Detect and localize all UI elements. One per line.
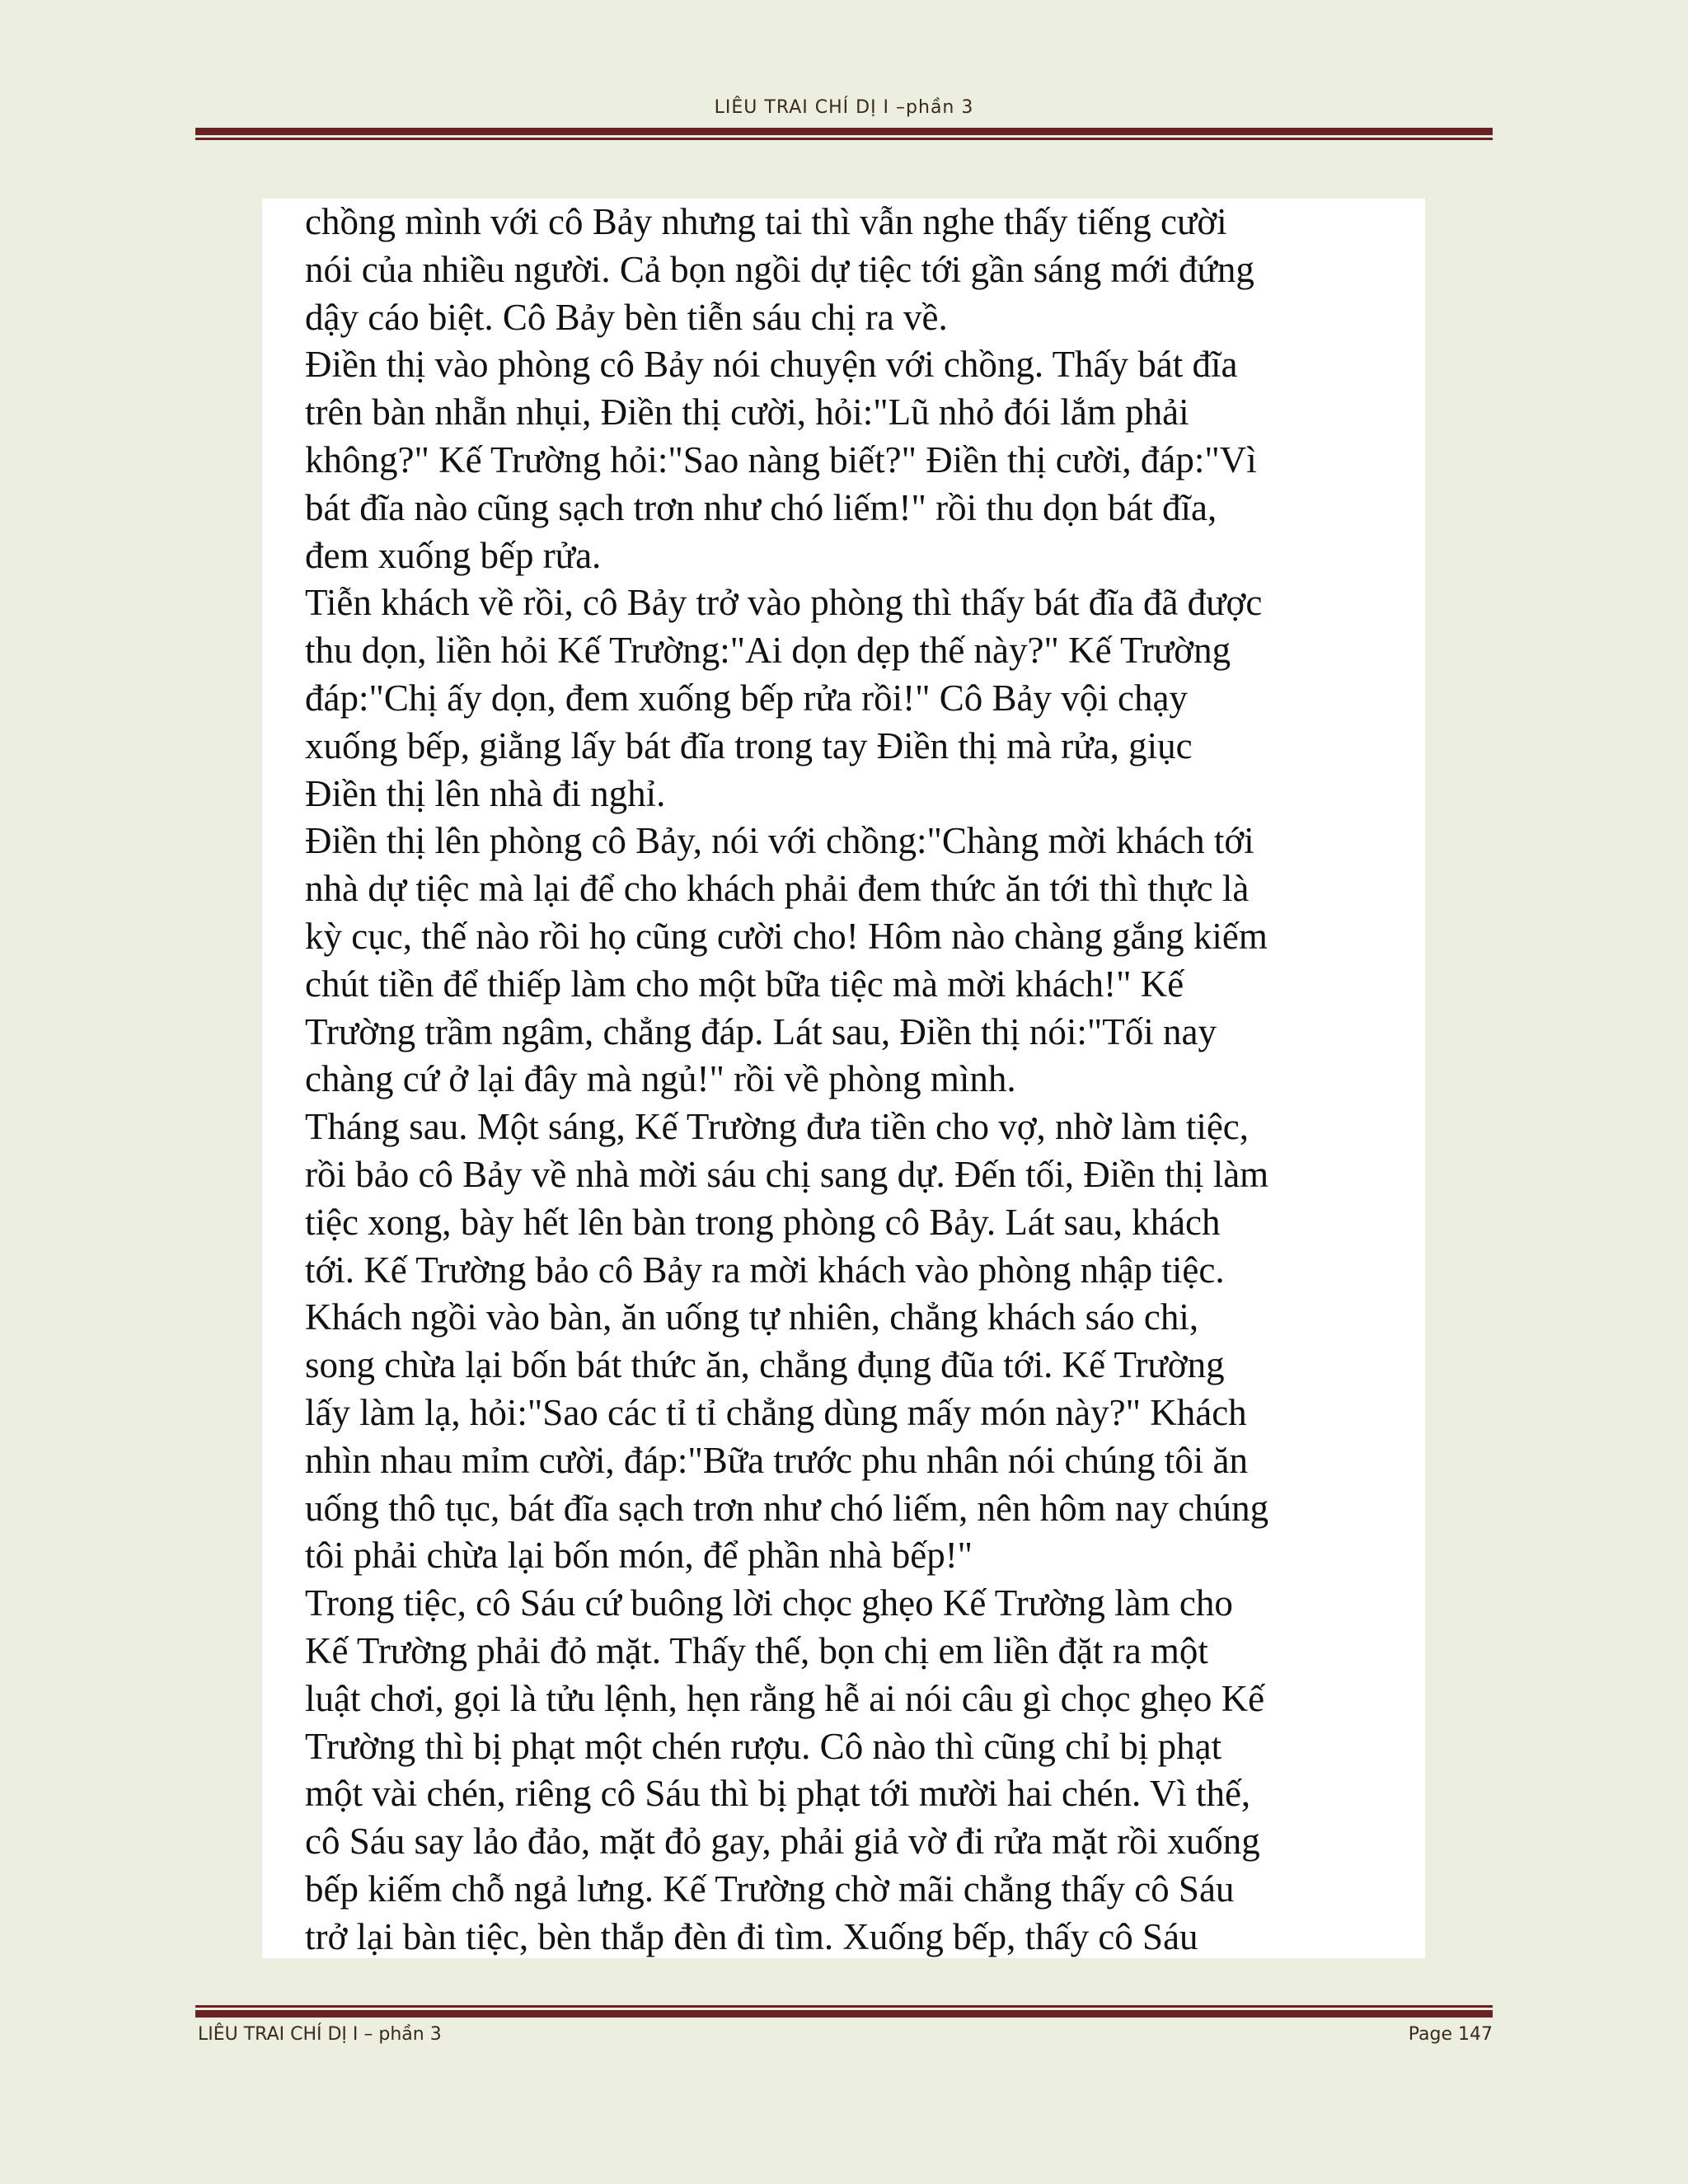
text-line: tới. Kế Trường bảo cô Bảy ra mời khách vào phòng nhập tiệc. <box>305 1249 1225 1291</box>
text-line: trở lại bàn tiệc, bèn thắp đèn đi tìm. Xuống bếp, thấy cô Sáu <box>305 1915 1198 1957</box>
text-line: cô Sáu say lảo đảo, mặt đỏ gay, phải giả vờ đi rửa mặt rồi xuống <box>305 1821 1260 1863</box>
text-line: chồng mình với cô Bảy nhưng tai thì vẫn nghe thấy tiếng cười <box>305 201 1227 242</box>
text-line: bếp kiếm chỗ ngả lưng. Kế Trường chờ mãi chẳng thấy cô Sáu <box>305 1868 1235 1910</box>
text-line: chút tiền để thiếp làm cho một bữa tiệc mà mời khách!" Kế <box>305 963 1184 1005</box>
text-line: nhà dự tiệc mà lại để cho khách phải đem thức ăn tới thì thực là <box>305 868 1250 910</box>
running-header: LIÊU TRAI CHÍ DỊ I –phần 3 <box>714 97 974 118</box>
text-line: nhìn nhau mỉm cười, đáp:"Bữa trước phu nhân nói chúng tôi ăn <box>305 1439 1248 1481</box>
text-line: Trường trầm ngâm, chẳng đáp. Lát sau, Điền thị nói:"Tối nay <box>305 1010 1217 1052</box>
text-line: Tiễn khách về rồi, cô Bảy trở vào phòng thì thấy bát đĩa đã được <box>305 582 1263 624</box>
text-line: Trường thì bị phạt một chén rượu. Cô nào thì cũng chỉ bị phạt <box>305 1725 1222 1767</box>
header-rule <box>195 128 1493 140</box>
text-line: rồi bảo cô Bảy về nhà mời sáu chị sang dự. Đến tối, Điền thị làm <box>305 1153 1269 1195</box>
text-line: Tháng sau. Một sáng, Kế Trường đưa tiền cho vợ, nhờ làm tiệc, <box>305 1106 1250 1148</box>
text-line: xuống bếp, giằng lấy bát đĩa trong tay Điền thị mà rửa, giục <box>305 724 1193 766</box>
text-line: dậy cáo biệt. Cô Bảy bèn tiễn sáu chị ra về. <box>305 296 948 338</box>
text-line: trên bàn nhẵn nhụi, Điền thị cười, hỏi:"Lũ nhỏ đói lắm phải <box>305 391 1189 434</box>
text-line: Điền thị lên phòng cô Bảy, nói với chồng:"Chàng mời khách tới <box>305 820 1254 862</box>
text-line: bát đĩa nào cũng sạch trơn như chó liếm!" rồi thu dọn bát đĩa, <box>305 486 1217 528</box>
text-line: Điền thị lên nhà đi nghỉ. <box>305 772 666 814</box>
text-line: song chừa lại bốn bát thức ăn, chẳng đụng đũa tới. Kế Trường <box>305 1344 1225 1386</box>
body-text <box>305 199 1418 1961</box>
text-line: thu dọn, liền hỏi Kế Trường:"Ai dọn dẹp thế này?" Kế Trường <box>305 630 1231 672</box>
text-line: nói của nhiều người. Cả bọn ngồi dự tiệc tới gần sáng mới đứng <box>305 248 1254 290</box>
text-line: lấy làm lạ, hỏi:"Sao các tỉ tỉ chẳng dùng mấy món này?" Khách <box>305 1391 1247 1433</box>
text-line: uống thô tục, bát đĩa sạch trơn như chó liếm, nên hôm nay chúng <box>305 1487 1269 1529</box>
text-line: Kế Trường phải đỏ mặt. Thấy thế, bọn chị em liền đặt ra một <box>305 1629 1208 1671</box>
text-line: không?" Kế Trường hỏi:"Sao nàng biết?" Điền thị cười, đáp:"Vì <box>305 438 1257 480</box>
text-line: luật chơi, gọi là tửu lệnh, hẹn rằng hễ ai nói câu gì chọc ghẹo Kế <box>305 1677 1265 1719</box>
text-line: một vài chén, riêng cô Sáu thì bị phạt tới mười hai chén. Vì thế, <box>305 1773 1251 1815</box>
text-line: đáp:"Chị ấy dọn, đem xuống bếp rửa rồi!" Cô Bảy vội chạy <box>305 677 1188 719</box>
text-line: tôi phải chừa lại bốn món, để phần nhà bếp!" <box>305 1535 973 1577</box>
text-line: đem xuống bếp rửa. <box>305 534 602 576</box>
page-content <box>262 199 1425 1958</box>
footer-rule <box>195 2005 1493 2018</box>
text-line: chàng cứ ở lại đây mà ngủ!" rồi về phòng mình. <box>305 1058 1016 1100</box>
page-number: Page 147 <box>1408 2024 1493 2045</box>
text-line: tiệc xong, bày hết lên bàn trong phòng cô Bảy. Lát sau, khách <box>305 1201 1221 1243</box>
text-line: Khách ngồi vào bàn, ăn uống tự nhiên, chẳng khách sáo chi, <box>305 1296 1199 1338</box>
text-line: Trong tiệc, cô Sáu cứ buông lời chọc ghẹo Kế Trường làm cho <box>305 1582 1233 1624</box>
text-line: kỳ cục, thế nào rồi họ cũng cười cho! Hôm nào chàng gắng kiếm <box>305 915 1268 957</box>
running-footer: LIÊU TRAI CHÍ DỊ I – phần 3 <box>198 2024 442 2045</box>
text-line: Điền thị vào phòng cô Bảy nói chuyện với chồng. Thấy bát đĩa <box>305 344 1238 386</box>
